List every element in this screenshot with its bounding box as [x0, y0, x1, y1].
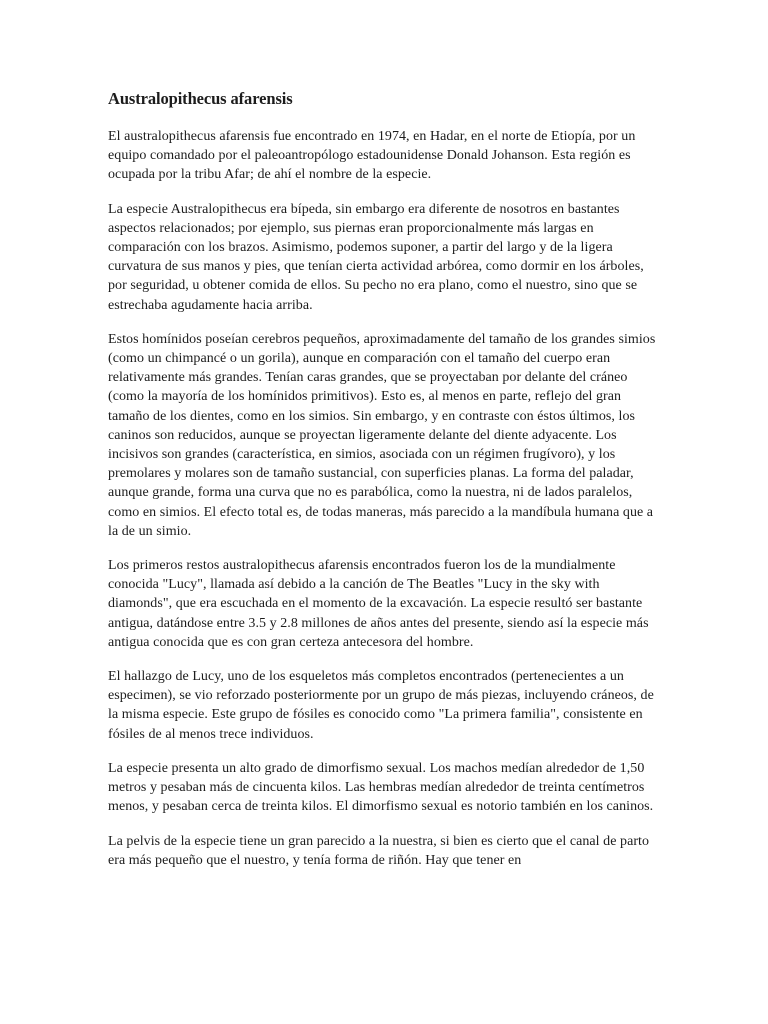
paragraph-sexual-dimorphism: La especie presenta un alto grado de dimorfismo sexual. Los machos medían alrededor de 1,50 metros y pesaban más de cincuenta kilos. Las hembras medían alrededor de treinta centímetros menos, y pesaban cerca de treinta kilos. El dimorfismo sexual es notorio también en los caninos. [108, 760, 654, 815]
paragraph-pelvis: La pelvis de la especie tiene un gran parecido a la nuestra, si bien es cierto que el canal de parto era más pequeño que el nuestro, y tenía forma de riñón. Hay que tener en [108, 833, 650, 868]
document-title: Australopithecus afarensis [108, 89, 293, 108]
document-page [108, 0, 658, 1024]
paragraph-bipedalism: La especie Australopithecus era bípeda, sin embargo era diferente de nosotros en bastantes aspectos relacionados; por ejemplo, sus piernas eran proporcionalmente más largas en comparación con los brazos. Asimismo, podemos suponer, a partir del largo y de la ligera curvatura de sus manos y pies, que tenían cierta actividad arbórea, como dormir en los árboles, por seguridad, u obtener comida de ellos. Su pecho no era plano, como el nuestro, sino que se estrechaba agudamente hacia arriba. [108, 201, 644, 313]
paragraph-first-family: El hallazgo de Lucy, uno de los esqueletos más completos encontrados (pertenecientes a un especimen), se vio reforzado posteriormente por un grupo de más piezas, incluyendo cráneos, de la misma especie. Este grupo de fósiles es conocido como "La primera familia", consistente en fósiles de al menos trece individuos. [108, 669, 654, 742]
paragraph-skull-and-teeth: Estos homínidos poseían cerebros pequeños, aproximadamente del tamaño de los grandes simios (como un chimpancé o un gorila), aunque en comparación con el tamaño del cuerpo eran relativamente más grandes. Tenían caras grandes, que se proyectaban por delante del cráneo (como la mayoría de los homínidos primitivos). Esto es, al menos en parte, reflejo del gran tamaño de los dientes, como en los simios. Sin embargo, y en contraste con éstos últimos, los caninos son reducidos, aunque se proyectan ligeramente delante del diente adyacente. Los incisivos son grandes (característica, en simios, asociada con un régimen frugívoro), y los premolares y molares son de tamaño sustancial, con superficies planas. La forma del paladar, aunque grande, forma una curva que no es parabólica, como la nuestra, ni de lados paralelos, como en simios. El efecto total es, de todas maneras, más parecido a la mandíbula humana que a la de un simio. [108, 331, 656, 539]
paragraph-discovery: El australopithecus afarensis fue encontrado en 1974, en Hadar, en el norte de Etiopía, por un equipo comandado por el paleoantropólogo estadounidense Donald Johanson. Esta región es ocupada por la tribu Afar; de ahí el nombre de la especie. [108, 129, 636, 183]
paragraph-lucy: Los primeros restos australopithecus afarensis encontrados fueron los de la mundialmente conocida "Lucy", llamada así debido a la canción de The Beatles "Lucy in the sky with diamonds", que era escuchada en el momento de la excavación. La especie resultó ser bastante antigua, datándose entre 3.5 y 2.8 millones de años antes del presente, siendo así la especie más antigua conocida que es con gran certeza antecesora del hombre. [108, 558, 649, 650]
